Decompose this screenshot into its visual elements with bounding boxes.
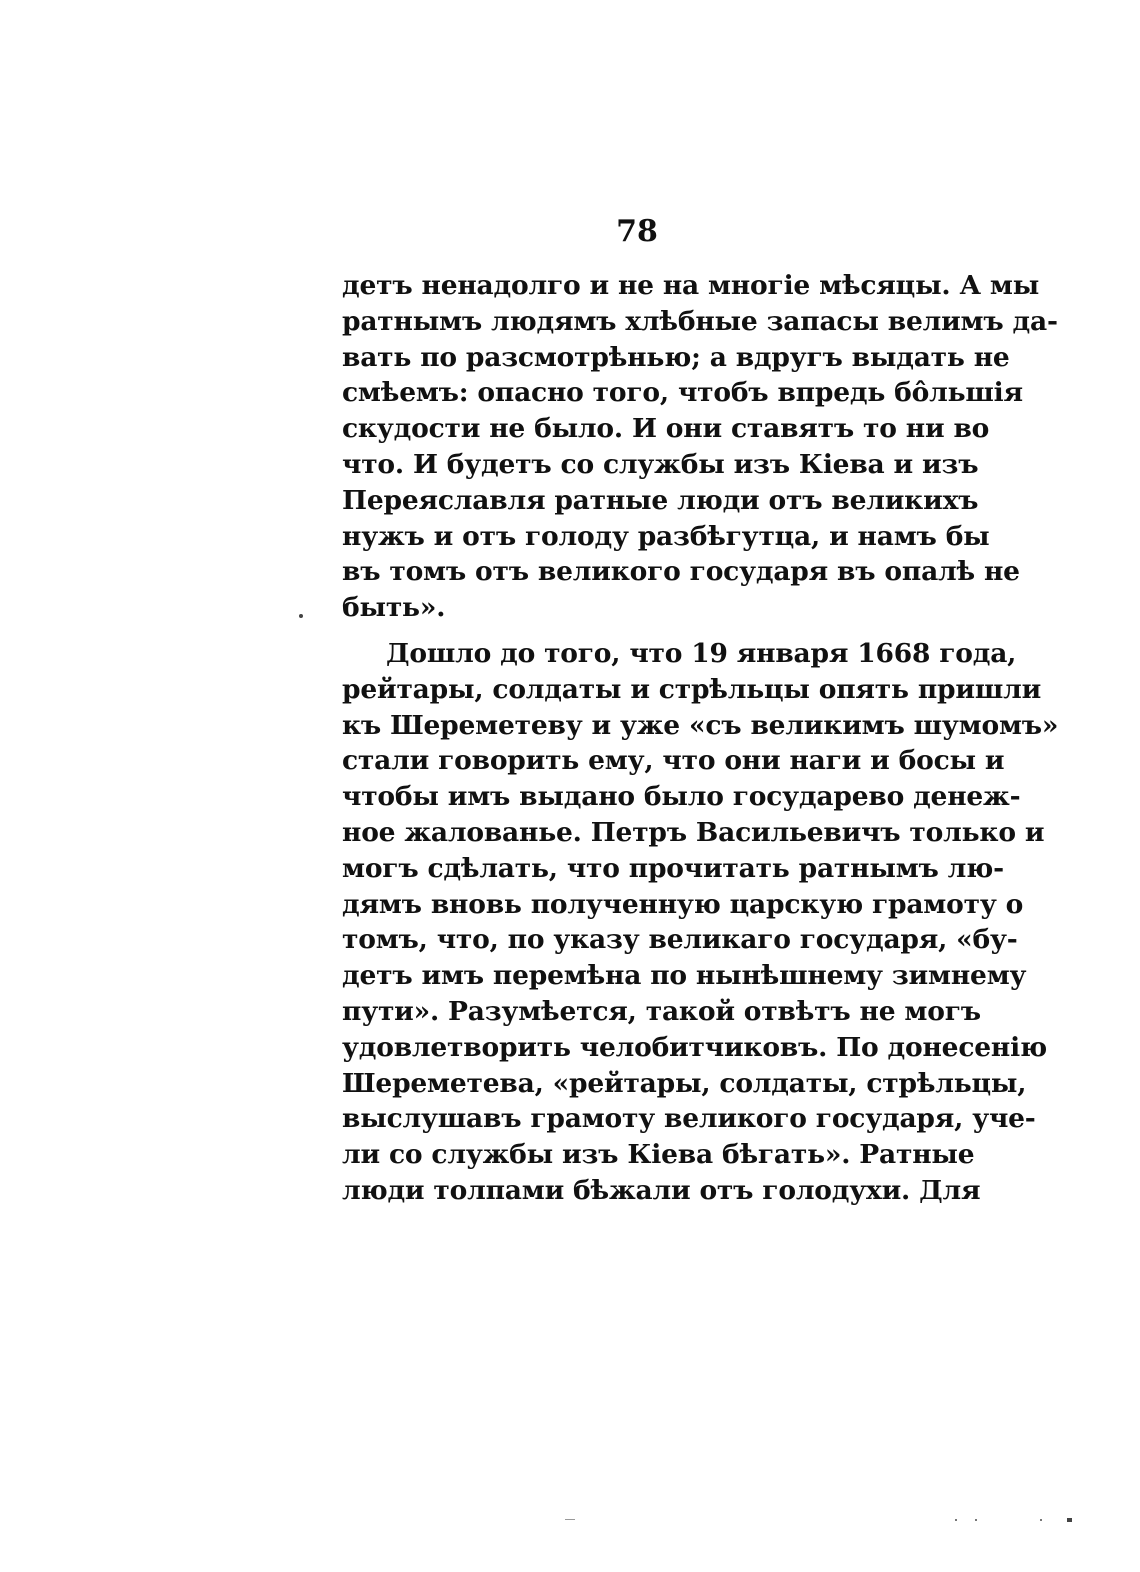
text-line: Шереметева, «рейтары, солдаты, стрѣльцы, <box>342 1067 1027 1099</box>
text-line: Дошло до того, что 19 января 1668 года, <box>386 637 1017 669</box>
text-line: скудости не было. И они ставятъ то ни во <box>342 413 990 445</box>
text-line: стали говорить ему, что они наги и босы и <box>342 745 1005 777</box>
text-line: нужъ и отъ голоду разбѣгутца, и намъ бы <box>342 520 990 552</box>
text-line: къ Шереметеву и уже «съ великимъ шумомъ» <box>342 709 1059 741</box>
text-line: ное жалованье. Петръ Васильевичъ только и <box>342 816 1045 848</box>
text-line: въ томъ отъ великого государя въ опалѣ не <box>342 556 1020 588</box>
paragraph-1 <box>342 268 1058 626</box>
text-line: что. И будетъ со службы изъ Кіева и изъ <box>342 448 979 480</box>
scan-speck <box>1040 1519 1042 1521</box>
text-line: ратнымъ людямъ хлѣбные запасы велимъ да- <box>342 305 1058 337</box>
text-line: детъ ненадолго и не на многіе мѣсяцы. А мы <box>342 270 1040 301</box>
text-line: томъ, что, по указу великаго государя, «бу- <box>342 924 1018 956</box>
body-text <box>342 268 1059 1209</box>
paragraph-gap <box>342 626 934 636</box>
text-line: детъ имъ перемѣна по нынѣшнему зимнему <box>342 960 1027 992</box>
scan-speck <box>299 614 303 618</box>
scan-speck <box>975 1519 977 1521</box>
text-line: быть». <box>342 592 446 624</box>
text-line: чтобы имъ выдано было государево денеж- <box>342 781 1021 813</box>
text-line: выслушавъ грамоту великого государя, уче- <box>342 1103 1036 1135</box>
text-line: удовлетворить челобитчиковъ. По донесенію <box>342 1031 1047 1063</box>
text-line: люди толпами бѣжали отъ голодухи. Для <box>342 1174 981 1206</box>
text-line: смѣемъ: опасно того, чтобъ впредь бо̂льшія <box>342 377 1023 409</box>
text-line: пути». Разумѣется, такой отвѣтъ не могъ <box>342 995 981 1027</box>
scan-speck <box>955 1519 957 1521</box>
text-line: рейтары, солдаты и стрѣльцы опять пришли <box>342 673 1042 705</box>
text-line: Переяславля ратные люди отъ великихъ <box>342 484 979 516</box>
text-line: ли со службы изъ Кіева бѣгать». Ратные <box>342 1139 975 1171</box>
page-number: 78 <box>616 214 658 249</box>
paragraph-2 <box>342 636 1059 1209</box>
text-line: могъ сдѣлать, что прочитать ратнымъ лю- <box>342 852 1004 884</box>
scan-speck <box>1067 1518 1072 1522</box>
text-line: вать по разсмотрѣнью; а вдругъ выдать не <box>342 341 1010 373</box>
text-line: дямъ вновь полученную царскую грамоту о <box>342 888 1024 920</box>
scan-speck <box>565 1519 575 1520</box>
